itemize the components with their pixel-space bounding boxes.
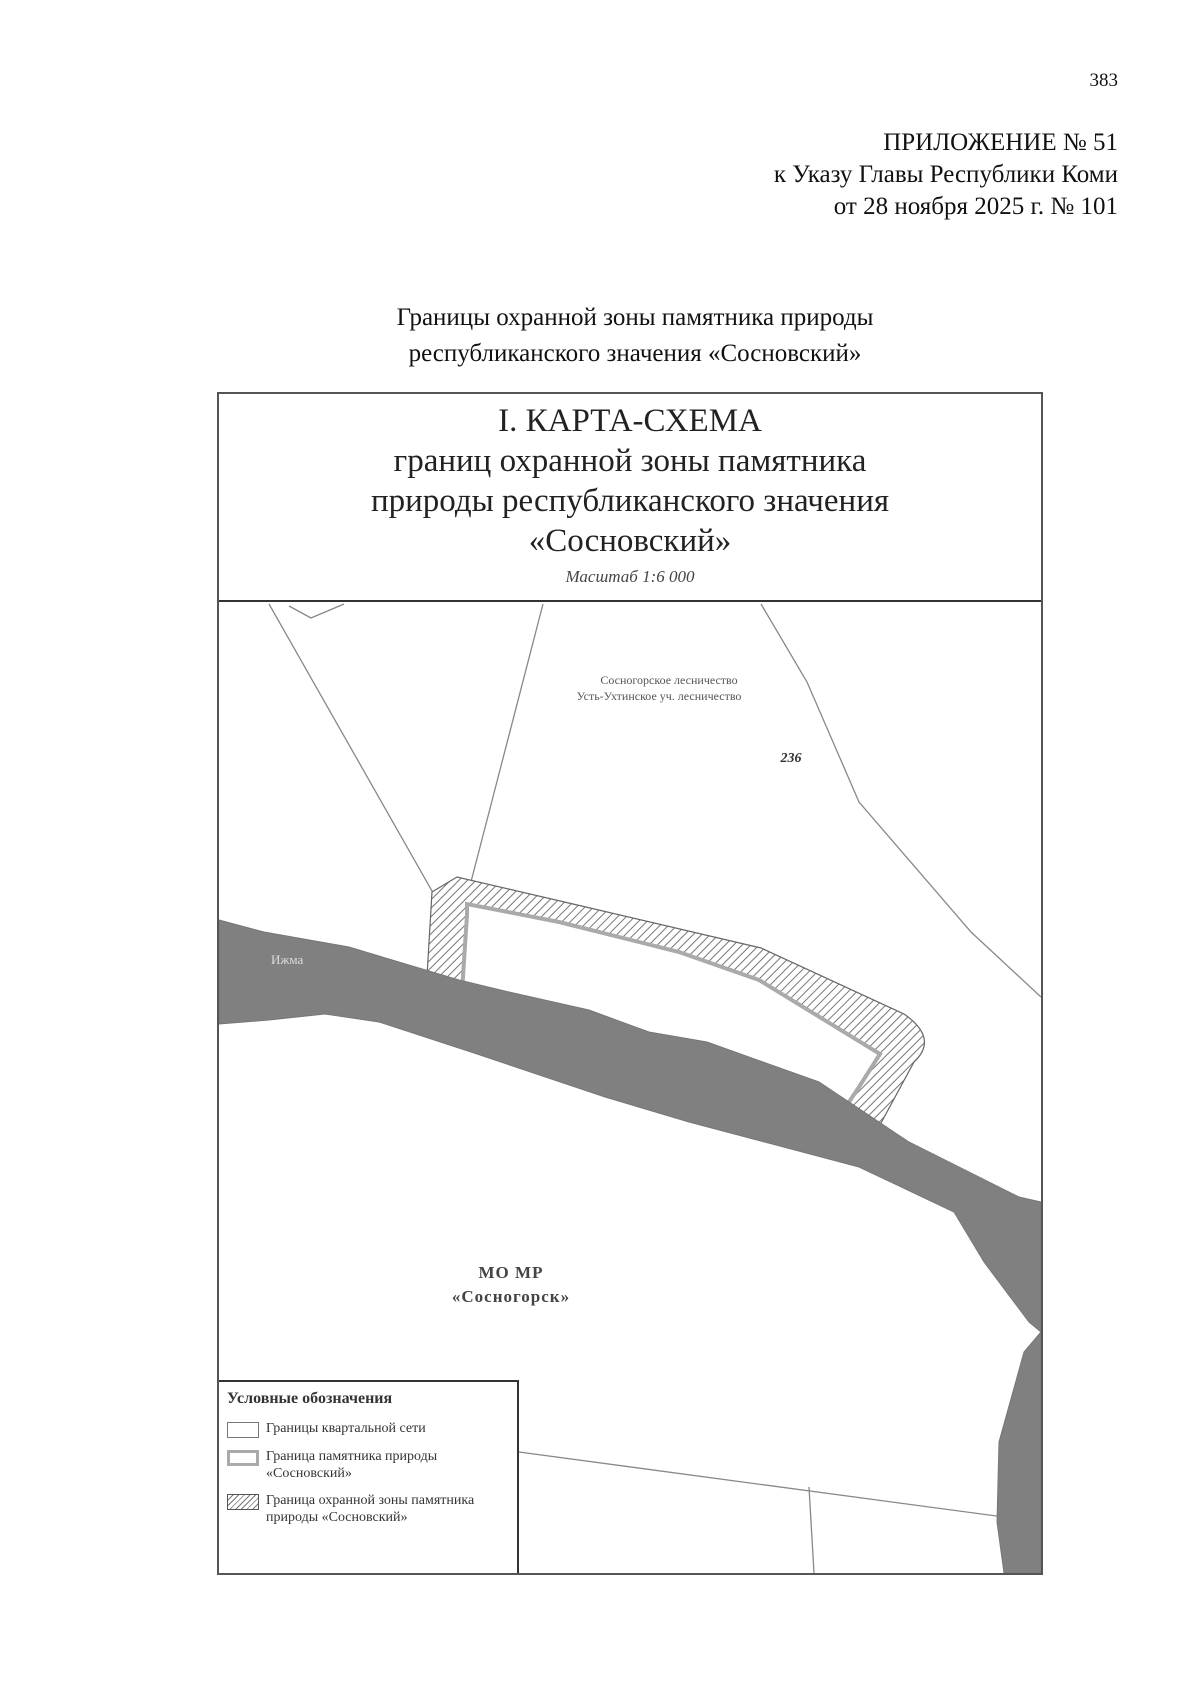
forestry-label-line-2: Усть-Ухтинское уч. лесничество xyxy=(576,689,742,703)
legend-label: Граница памятника природы «Сосновский» xyxy=(266,1449,438,1481)
map-scale: Масштаб 1:6 000 xyxy=(565,567,695,586)
monument-boundary-swatch xyxy=(227,1450,259,1466)
map-title-line-4: «Сосновский» xyxy=(528,523,732,559)
appendix-line-3: от 28 ноября 2025 г. № 101 xyxy=(833,193,1118,220)
legend-box xyxy=(219,1380,519,1573)
document-title-line-2: республиканского значения «Сосновский» xyxy=(408,340,862,367)
page-number: 383 xyxy=(1089,70,1118,91)
document-title-line-1: Границы охранной зоны памятника природы xyxy=(396,304,874,331)
map-title-line-2: границ охранной зоны памятника xyxy=(393,443,867,479)
map-frame xyxy=(217,392,1043,1575)
quarter-line-south xyxy=(519,1452,1041,1522)
quarter-line-south-vertical xyxy=(809,1487,814,1573)
forestry-label-line-1: Сосногорское лесничество xyxy=(600,673,738,687)
map-title-line-1: I. КАРТА-СХЕМА xyxy=(498,403,762,439)
quarter-line-east xyxy=(761,604,1041,997)
river-label: Ижма xyxy=(271,952,304,967)
quarter-number-label: 236 xyxy=(780,751,802,766)
quarter-boundary-swatch xyxy=(227,1422,259,1438)
appendix-header xyxy=(774,127,1118,223)
map-title xyxy=(219,401,1041,561)
municipality-label-line-1: МО МР xyxy=(478,1263,544,1282)
appendix-line-1: ПРИЛОЖЕНИЕ № 51 xyxy=(883,129,1118,156)
document-title xyxy=(0,300,1200,372)
map-header xyxy=(219,394,1041,602)
legend-item-quarter-boundary xyxy=(227,1420,509,1438)
map-title-line-3: природы республиканского значения xyxy=(370,483,890,519)
legend-title: Условные обозначения xyxy=(227,1390,393,1407)
legend-item-monument-boundary xyxy=(227,1448,509,1482)
quarter-line-notch xyxy=(289,604,344,618)
municipality-label-line-2: «Сосногорск» xyxy=(451,1287,571,1306)
quarter-line-center xyxy=(459,604,543,928)
legend-label: Границы квартальной сети xyxy=(266,1421,426,1436)
appendix-line-2: к Указу Главы Республики Коми xyxy=(773,161,1118,188)
river-izhma-lower xyxy=(997,1332,1041,1573)
hatched-zone-swatch xyxy=(227,1494,259,1510)
legend-label: Граница охранной зоны памятника природы «Сосновский» xyxy=(266,1493,475,1525)
legend-item-protection-zone xyxy=(227,1492,509,1526)
